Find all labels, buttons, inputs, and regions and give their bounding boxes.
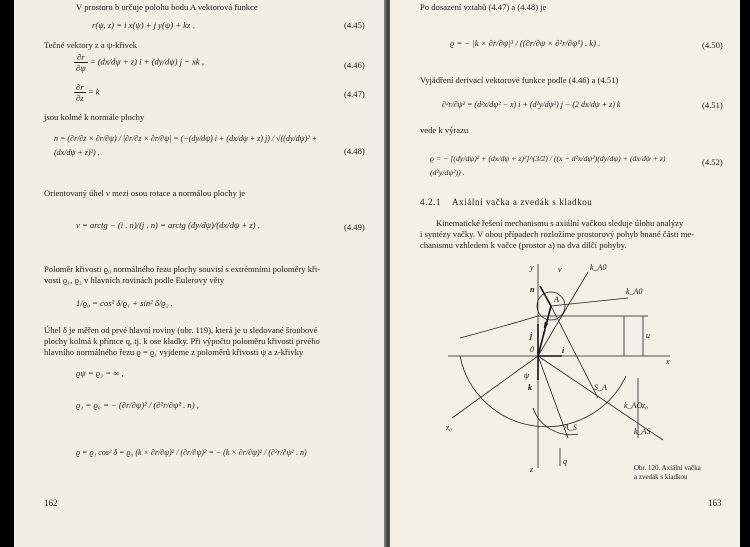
equation-euler: 1/ϱ₀ = cos² δ/ϱ₁ + sin² δ/ϱ₂ . (76, 298, 173, 308)
label-y: y (530, 263, 534, 272)
equation-4-51: ∂²r/∂ψ² = (d²x/dψ² − x) i + (d²y/dψ²) j − (2 dx/dψ + z) k (442, 100, 621, 109)
page-number: 162 (44, 498, 58, 508)
label-A: A (554, 295, 559, 304)
label-q: q (563, 457, 567, 466)
line-z0 (452, 356, 538, 418)
left-page (14, 0, 386, 547)
cam-profile (460, 316, 624, 338)
label-u: u (646, 331, 650, 340)
label-AS: A_S (564, 423, 577, 432)
text-line: Po dosazení vztahů (4.47) a (4.48) je (420, 2, 547, 12)
equation-number: (4.47) (344, 89, 365, 99)
label-kAO2: k_AO (624, 401, 643, 410)
label-p: p (544, 319, 548, 328)
label-z0-left: z₀ (446, 423, 452, 432)
text-line: Vyjádření derivací vektorové funkce podle (4.46) a (4.51) (420, 75, 619, 85)
label-x: x (666, 357, 670, 366)
section-title: Axiální vačka a zvedák s kladkou (452, 197, 593, 207)
normal-line (538, 272, 588, 356)
equation-rho1: ϱ₁ = ϱ₀ = − (∂r/∂ψ)² / (∂²r/∂ψ² . n) , (76, 400, 199, 410)
equation-4-48: n = (∂r/∂z × ∂r/∂ψ) / |∂r/∂z × ∂r/∂ψ| = (−(dy/dψ) i + (dx/dψ + z) j) / √((dy/dψ)² + (dx/dψ + z)²) . (54, 134, 318, 157)
equation-rho-psi: ϱψ = ϱ₂ = ∞ , (76, 368, 124, 378)
text-line: plochy kolmá k přímce q, tj. k ose kladky. Při výpočtu poloměru křivosti prvého (44, 336, 320, 346)
equation-4-50: ϱ = − |k × ∂r/∂ψ|³ / ((∂r/∂ψ × ∂²r/∂ψ²) . k) . (450, 38, 601, 48)
text-line: chanismu vzhledem k vačce (prostor a) na dva dílčí pohyby. (420, 240, 627, 250)
label-j: j (530, 331, 533, 340)
figure-caption-line2: a zvedák s kladkou (634, 473, 688, 481)
figure-caption-line1: Obr. 120. Axiální vačka (634, 464, 701, 472)
equation-number: (4.50) (702, 40, 723, 50)
equation-4-49: ν = arctg − (i . n)/(j . n) = arctg (dy/dψ)/(dx/dψ + z) . (76, 220, 260, 230)
text-line: hlavního normálného řezu ϱ = ϱ₁ vyjdeme z poloměrů křivosti ψ a z-křivky (44, 347, 304, 357)
equation-number: (4.52) (702, 157, 723, 167)
label-kA0: k_A0 (590, 263, 607, 272)
line-SA (551, 306, 598, 398)
figure-120-cam-diagram (438, 258, 678, 478)
label-k: k (528, 383, 532, 392)
line-kA0 (551, 298, 628, 306)
equation-number: (4.49) (344, 222, 365, 232)
label-O: 0 (530, 345, 534, 354)
equation-4-47: $\frac{\partial r}{\partial z}$ = k (76, 82, 100, 103)
equation-rho: ϱ = ϱ₁ cos² δ = ϱ₀ (k × ∂r/∂ψ)² / (∂r/∂ψ)² = − (k × ∂r/∂ψ)² / (∂²r/∂ψ² . n) (76, 448, 307, 457)
text-line: vosti ϱ₁, ϱ₂ v hlavních rovinách podle Eulerovy věty (44, 275, 225, 285)
text-line: Orientovaný úhel ν mezi osou rotace a normálou plochy je (44, 188, 246, 198)
text-line: i syntézy vačky. V obou případech rozložíme prostorový pohyb hnané části me- (420, 229, 695, 239)
text-line: Tečné vektory z a ψ-křivek (44, 40, 138, 50)
right-page (390, 0, 740, 547)
text-line: V prostoru b určuje polohu bodu A vektorová funkce (76, 2, 258, 12)
vector-p (538, 306, 551, 356)
text-line: Kinematické řešení mechanismu s axiální vačkou sleduje úlohu analýzy (436, 218, 684, 228)
text-line: Poloměr křivosti ϱ₀ normálného řezu plochy souvisí s extrémními poloměry kři- (44, 264, 321, 274)
text-line: jsou kolmé k normále plochy (44, 112, 145, 122)
label-kAS: k_AS (634, 427, 651, 436)
label-kA0b: k_A0 (626, 287, 643, 296)
equation-4-52: ϱ = − [(dy/dψ)² + (dx/dψ + z)²]^(3/2) / ((x − d²x/dψ²)(dy/dψ) + (dx/dψ + z)(d²y/dψ²)) . (430, 154, 666, 177)
equation-number: (4.48) (344, 146, 365, 156)
page-number: 163 (708, 498, 722, 508)
label-SA: S_A (594, 383, 607, 392)
label-z: z (530, 465, 534, 474)
label-i: i (562, 346, 565, 355)
label-v: v (558, 265, 562, 274)
label-n: n (530, 285, 535, 294)
equation-number: (4.46) (344, 60, 365, 70)
text-line: Úhel δ je měřen od prvé hlavní roviny (obr. 119), která je u sledované šroubové (44, 325, 318, 335)
text-line: vede k výrazu (420, 125, 469, 135)
equation-number: (4.51) (702, 100, 723, 110)
label-z0: z₀ (642, 401, 648, 410)
equation-number: (4.45) (344, 20, 365, 30)
equation-4-46: $\frac{\partial r}{\partial\psi}$ = (dx/dψ + z) i + (dy/dψ) j − xk , (76, 52, 205, 73)
section-number: 4.2.1 (420, 197, 441, 207)
equation-4-45: r(ψ, z) = i x(ψ) + j y(ψ) + kz . (92, 20, 195, 30)
label-psi: ψ (524, 371, 529, 380)
